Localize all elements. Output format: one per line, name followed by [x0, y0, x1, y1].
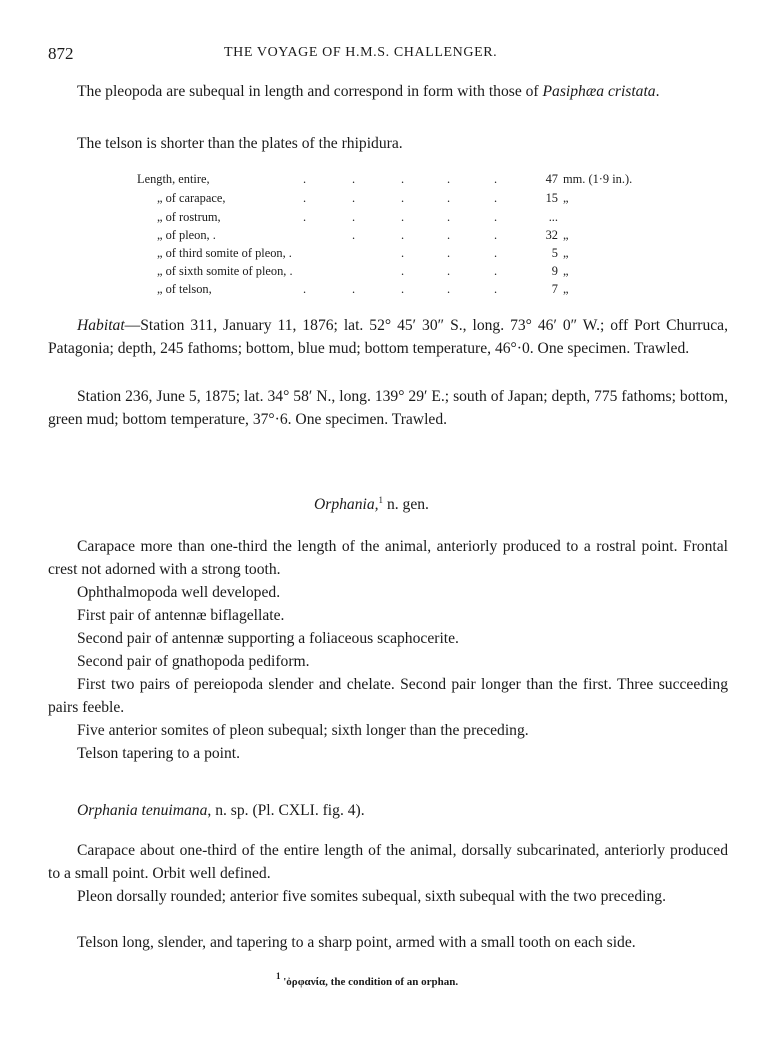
telson-note: The telson is shorter than the plates of the rhipidura. — [77, 135, 403, 152]
measurement-unit: mm. (1·9 in.). — [563, 172, 633, 186]
measurement-row: „ of carapace, . . . . . 15 „ — [157, 191, 569, 205]
measurement-unit: „ — [563, 246, 569, 260]
species-ref-pasiphaea: Pasiphæa — [542, 83, 605, 100]
genus-pereiopoda: First two pairs of pereiopoda slender and chelate. Second pair longer than the first. Three succeeding pairs feeble. — [48, 676, 728, 716]
genus-character: Telson tapering to a point. — [77, 745, 241, 762]
pleopoda-text: The pleopoda are subequal in length and correspond in form with those of — [77, 83, 543, 100]
measurement-label: „ of rostrum, — [157, 210, 221, 224]
species-heading — [77, 802, 365, 820]
measurement-value: 15 — [545, 191, 558, 205]
genus-carapace: Carapace more than one-third the length of the animal, anteriorly produced to a rostral point. Frontal crest not adorned with a strong tooth. — [48, 538, 728, 578]
footnote-text: the condition of an orphan. — [327, 976, 459, 988]
measurement-unit: „ — [563, 228, 569, 242]
footnote-greek: 'ὀρφανία, — [280, 976, 328, 988]
footnote-number: 1 — [276, 971, 281, 981]
measurement-unit: „ — [563, 282, 569, 296]
genus-name: Orphania, — [314, 496, 379, 513]
measurement-label: „ of carapace, — [157, 191, 226, 205]
species-name: Orphania tenuimana — [77, 802, 208, 819]
genus-character: First pair of antennæ biflagellate. — [77, 607, 285, 624]
habitat-station-236: Station 236, June 5, 1875; lat. 34° 58′ N., long. 139° 29′ E.; south of Japan; depth, 775 fathoms; bottom, green mud; bottom temperature, 37°·6. One specimen. Trawled. — [48, 388, 728, 428]
genus-character: Ophthalmopoda well developed. — [77, 584, 281, 601]
species-carapace: Carapace about one-third of the entire length of the animal, dorsally subcarinated, anteriorly produced to a small point. Orbit well defined. — [48, 842, 728, 882]
measurement-label: „ of pleon, . — [157, 228, 216, 242]
measurement-value: 5 — [551, 246, 558, 260]
measurement-row: „ of sixth somite of pleon, . . . . 9 „ — [157, 264, 569, 278]
pleopoda-end: . — [655, 83, 660, 100]
genus-character: Five anterior somites of pleon subequal; sixth longer than the preceding. — [77, 722, 529, 739]
footnote-ref: 1 — [378, 495, 384, 505]
measurement-row: „ of telson, . . . . . 7 „ — [157, 282, 569, 296]
genus-character: Second pair of gnathopoda pediform. — [77, 653, 310, 670]
measurement-value: 7 — [551, 282, 558, 296]
measurement-row: „ of rostrum, . . . . . ... — [157, 210, 558, 224]
measurement-row: „ of third somite of pleon, . . . . 5 „ — [157, 246, 569, 260]
genus-heading — [314, 496, 429, 514]
measurement-label: Length, entire, — [137, 172, 210, 186]
species-pleon: Pleon dorsally rounded; anterior five somites subequal, sixth subequal with the two preceding. — [77, 888, 666, 905]
measurement-label: „ of sixth somite of pleon, . — [157, 264, 293, 278]
habitat-label: Habitat — [77, 317, 125, 334]
measurement-value: 9 — [551, 264, 558, 278]
page-number: 872 — [48, 44, 74, 63]
species-ref-cristata: cristata — [607, 83, 656, 100]
genus-character: Second pair of antennæ supporting a foliaceous scaphocerite. — [77, 630, 459, 647]
page-header — [48, 44, 728, 66]
measurement-unit: „ — [563, 191, 569, 205]
measurement-value: ... — [548, 210, 558, 224]
species-telson: Telson long, slender, and tapering to a sharp point, armed with a small tooth on each side. — [77, 934, 636, 951]
habitat-text: —Station 311, January 11, 1876; lat. 52° 45′ 30″ S., long. 73° 46′ 0″ W.; off Port Churruca, Patagonia; depth, 245 fathoms; bottom, blue mud; bottom temperature, 46°·0. One specimen. Trawled. — [48, 317, 728, 357]
measurement-row: „ of pleon, . . . . . 32 „ — [157, 228, 569, 242]
measurement-label: „ of telson, — [157, 282, 212, 296]
genus-suffix: n. gen. — [383, 496, 429, 513]
measurement-unit: „ — [563, 264, 569, 278]
measurement-label: „ of third somite of pleon, . — [157, 246, 292, 260]
measurement-value: 47 — [545, 172, 558, 186]
footnote — [276, 971, 459, 988]
habitat-station-311 — [48, 314, 728, 360]
measurement-value: 32 — [545, 228, 558, 242]
measurement-row: Length, entire, . . . . . 47 mm. (1·9 in.). — [137, 172, 633, 186]
species-suffix: , n. sp. (Pl. CXLI. fig. 4). — [207, 802, 365, 819]
pleopoda-paragraph — [48, 80, 728, 103]
running-title: THE VOYAGE OF H.M.S. CHALLENGER. — [224, 45, 498, 60]
